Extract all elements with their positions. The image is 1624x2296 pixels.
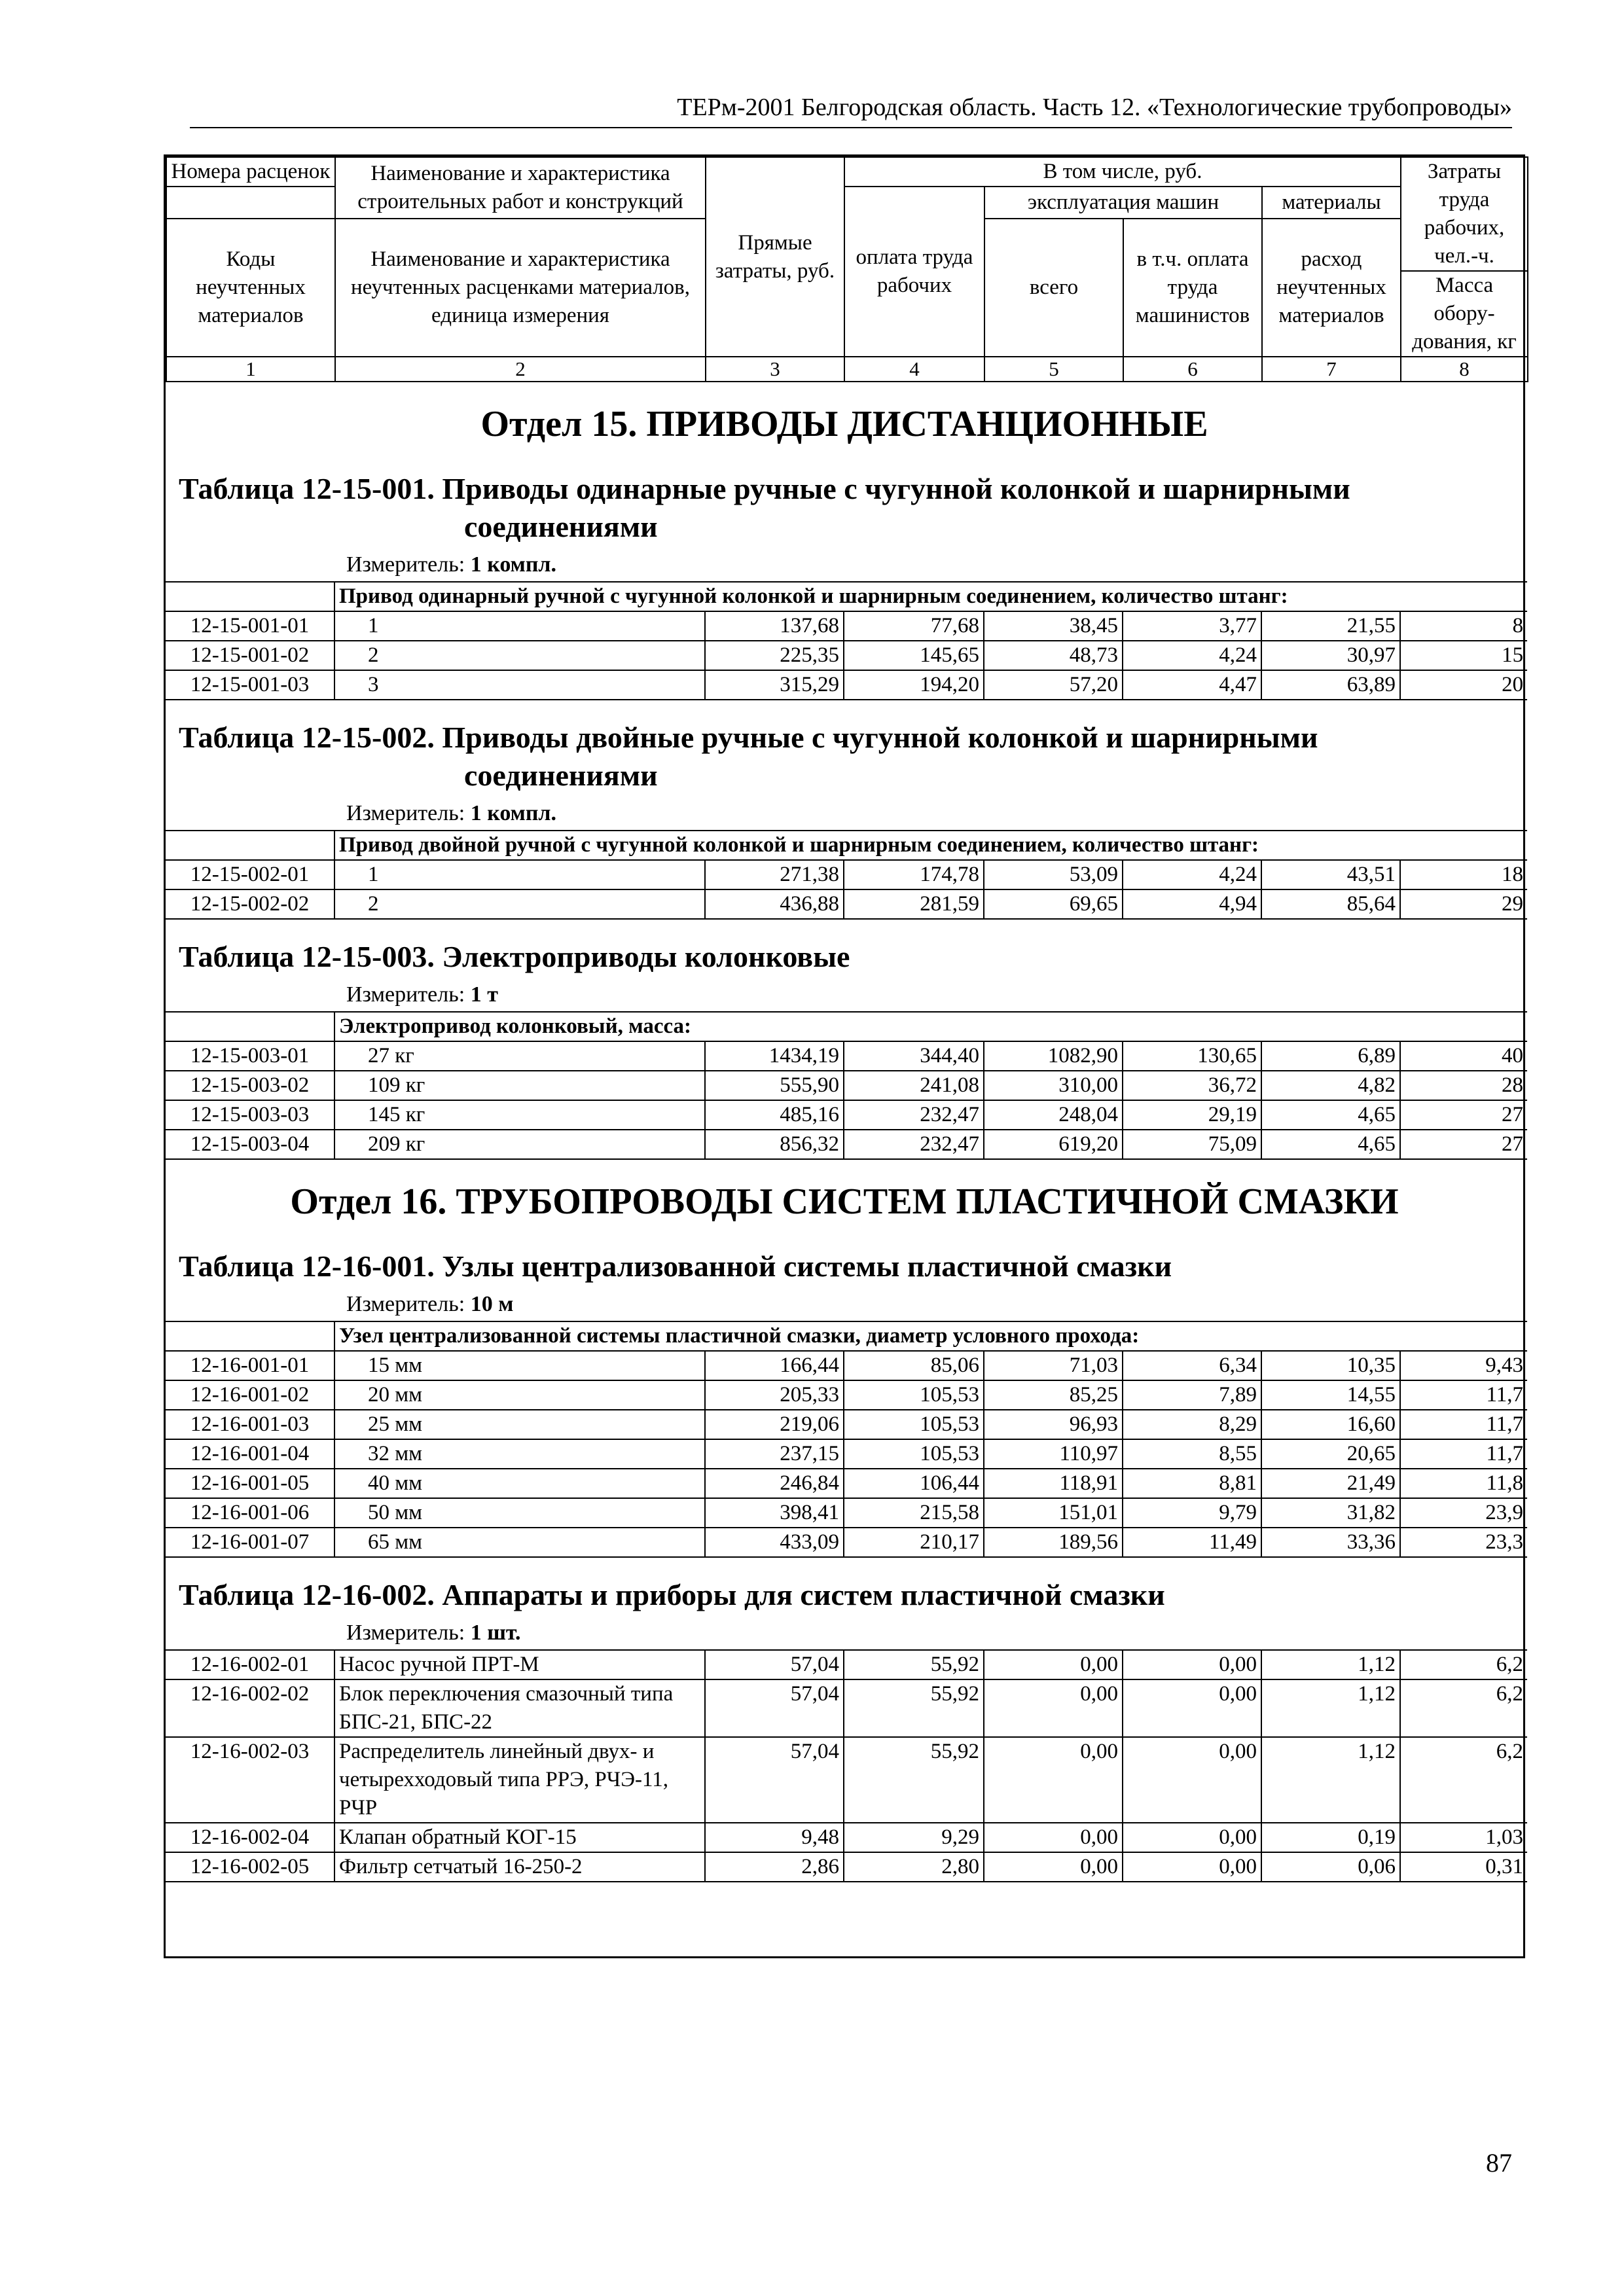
cost-value: 215,58 [844, 1498, 984, 1528]
subheading-row [166, 1012, 1527, 1041]
cost-value: 271,38 [705, 860, 844, 889]
table-row [166, 641, 1527, 670]
cost-value: 3,77 [1123, 611, 1261, 641]
work-name: 20 мм [334, 1380, 705, 1410]
cost-value: 71,03 [984, 1351, 1123, 1380]
rate-code: 12-15-003-01 [166, 1041, 334, 1071]
unit-value: 1 компл. [470, 801, 557, 825]
col2-top-header: Наименование и характеристика строительных работ и конструкций [335, 157, 706, 219]
table-title [166, 470, 1523, 546]
cost-value: 8,29 [1123, 1410, 1261, 1439]
section-title: Отдел 16. ТРУБОПРОВОДЫ СИСТЕМ ПЛАСТИЧНОЙ СМАЗКИ [290, 1181, 1399, 1222]
rate-code: 12-15-002-01 [166, 860, 334, 889]
rate-code: 12-15-003-04 [166, 1130, 334, 1159]
table-row [166, 1852, 1527, 1882]
cost-value: 75,09 [1123, 1130, 1261, 1159]
cost-value: 23,9 [1400, 1498, 1527, 1528]
cost-value: 219,06 [705, 1410, 844, 1439]
cost-value: 4,24 [1123, 860, 1261, 889]
cost-value: 53,09 [984, 860, 1123, 889]
cost-value: 0,00 [1123, 1650, 1261, 1679]
cost-value: 23,3 [1400, 1528, 1527, 1557]
cost-value: 0,00 [984, 1679, 1123, 1737]
work-name: 2 [334, 889, 705, 919]
cost-value: 38,45 [984, 611, 1123, 641]
col3-header: Прямые затраты, руб. [706, 157, 844, 357]
cost-value: 1,03 [1400, 1823, 1527, 1852]
cost-value: 8 [1400, 611, 1527, 641]
cost-value: 189,56 [984, 1528, 1123, 1557]
cost-value: 31,82 [1261, 1498, 1400, 1528]
machines-header: эксплуатация машин [984, 187, 1262, 219]
cost-value: 205,33 [705, 1380, 844, 1410]
work-name: 2 [334, 641, 705, 670]
cost-value: 232,47 [844, 1130, 984, 1159]
table-title-line: Таблица 12-16-002. Аппараты и приборы для систем пластичной смазки [179, 1578, 1165, 1611]
cost-value: 436,88 [705, 889, 844, 919]
cost-value: 0,00 [984, 1737, 1123, 1823]
table-title-line: Таблица 12-15-003. Электроприводы колонковые [179, 940, 850, 973]
table-row [166, 889, 1527, 919]
rate-code: 12-16-001-06 [166, 1498, 334, 1528]
cost-value: 1,12 [1261, 1737, 1400, 1823]
work-name: 15 мм [334, 1351, 705, 1380]
cost-value: 9,43 [1400, 1351, 1527, 1380]
cost-value: 6,89 [1261, 1041, 1400, 1071]
unit-label: Измеритель: [346, 982, 465, 1007]
cost-value: 85,25 [984, 1380, 1123, 1410]
rate-code: 12-15-003-03 [166, 1100, 334, 1130]
cost-value: 130,65 [1123, 1041, 1261, 1071]
column-number: 2 [335, 357, 706, 382]
cost-value: 248,04 [984, 1100, 1123, 1130]
cost-value: 105,53 [844, 1380, 984, 1410]
cost-value: 2,80 [844, 1852, 984, 1882]
rate-code: 12-15-003-02 [166, 1071, 334, 1100]
cost-value: 118,91 [984, 1469, 1123, 1498]
cost-value: 57,04 [705, 1650, 844, 1679]
cost-value: 137,68 [705, 611, 844, 641]
cost-value: 21,55 [1261, 611, 1400, 641]
rate-code: 12-15-001-02 [166, 641, 334, 670]
col7-header: расход неучтенных материалов [1262, 219, 1401, 357]
rates-table [166, 830, 1527, 920]
cost-value: 6,2 [1400, 1650, 1527, 1679]
cost-value: 0,00 [1123, 1852, 1261, 1882]
rate-code: 12-16-002-01 [166, 1650, 334, 1679]
subheading-spacer [166, 1012, 334, 1041]
subheading-text: Привод одинарный ручной с чугунной колонкой и шарнирным соединением, количество штанг: [334, 582, 1527, 611]
cost-value: 40 [1400, 1041, 1527, 1071]
cost-value: 1,12 [1261, 1679, 1400, 1737]
cost-value: 15 [1400, 641, 1527, 670]
work-name: 1 [334, 611, 705, 641]
cost-value: 0,06 [1261, 1852, 1400, 1882]
document-body [166, 402, 1523, 1882]
rate-code: 12-15-001-01 [166, 611, 334, 641]
cost-value: 0,00 [1123, 1823, 1261, 1852]
table-row [166, 1071, 1527, 1100]
table-title [166, 938, 1523, 976]
cost-value: 20,65 [1261, 1439, 1400, 1469]
cost-value: 485,16 [705, 1100, 844, 1130]
rate-code: 12-16-002-04 [166, 1823, 334, 1852]
rate-code: 12-16-002-05 [166, 1852, 334, 1882]
table-title [166, 719, 1523, 795]
rate-code: 12-16-001-07 [166, 1528, 334, 1557]
cost-value: 16,60 [1261, 1410, 1400, 1439]
cost-value: 11,7 [1400, 1410, 1527, 1439]
rate-code: 12-16-001-03 [166, 1410, 334, 1439]
rate-code: 12-16-001-02 [166, 1380, 334, 1410]
cost-value: 151,01 [984, 1498, 1123, 1528]
table-row [166, 1351, 1527, 1380]
table-row [166, 1469, 1527, 1498]
cost-value: 281,59 [844, 889, 984, 919]
cost-value: 6,2 [1400, 1679, 1527, 1737]
unit-value: 1 компл. [470, 552, 557, 577]
work-name: 109 кг [334, 1071, 705, 1100]
cost-value: 555,90 [705, 1071, 844, 1100]
cost-value: 310,00 [984, 1071, 1123, 1100]
unit-label: Измеритель: [346, 552, 465, 577]
cost-value: 57,04 [705, 1679, 844, 1737]
work-name: 40 мм [334, 1469, 705, 1498]
subheading-row [166, 831, 1527, 860]
rate-code: 12-16-001-01 [166, 1351, 334, 1380]
running-header: ТЕРм-2001 Белгородская область. Часть 12. «Технологические трубопроводы» [190, 92, 1512, 128]
cost-value: 0,00 [1123, 1679, 1261, 1737]
column-number: 4 [844, 357, 984, 382]
page-number: 87 [1486, 2148, 1512, 2178]
cost-value: 194,20 [844, 670, 984, 700]
cost-value: 77,68 [844, 611, 984, 641]
cost-value: 0,31 [1400, 1852, 1527, 1882]
cost-value: 398,41 [705, 1498, 844, 1528]
unit-of-measure [166, 550, 1523, 580]
cost-value: 11,7 [1400, 1439, 1527, 1469]
cost-value: 4,47 [1123, 670, 1261, 700]
cost-value: 85,06 [844, 1351, 984, 1380]
table-title-line: Таблица 12-16-001. Узлы централизованной системы пластичной смазки [179, 1249, 1172, 1283]
cost-value: 174,78 [844, 860, 984, 889]
cost-value: 57,04 [705, 1737, 844, 1823]
column-number: 3 [706, 357, 844, 382]
table-title-line: соединениями [464, 759, 658, 792]
unit-label: Измеритель: [346, 801, 465, 825]
unit-of-measure [166, 1618, 1523, 1648]
subheading-text: Привод двойной ручной с чугунной колонкой и шарнирным соединением, количество штанг: [334, 831, 1527, 860]
subheading-spacer [166, 831, 334, 860]
cost-value: 2,86 [705, 1852, 844, 1882]
column-number: 7 [1262, 357, 1401, 382]
table-row [166, 1498, 1527, 1528]
cost-value: 4,82 [1261, 1071, 1400, 1100]
rate-code: 12-16-001-04 [166, 1439, 334, 1469]
col1-bottom-header: Коды неучтенных материалов [166, 219, 335, 357]
cost-value: 6,2 [1400, 1737, 1527, 1823]
column-number: 6 [1123, 357, 1262, 382]
col2-bottom-header: Наименование и характеристика неучтенных расценками материалов, единица измерения [335, 219, 706, 357]
rate-code: 12-15-002-02 [166, 889, 334, 919]
unit-value: 10 м [470, 1292, 514, 1316]
work-name: 25 мм [334, 1410, 705, 1439]
cost-value: 344,40 [844, 1041, 984, 1071]
column-number-row [166, 357, 1528, 382]
cost-value: 8,55 [1123, 1439, 1261, 1469]
cost-value: 1434,19 [705, 1041, 844, 1071]
table-title-line: соединениями [464, 510, 658, 543]
cost-value: 225,35 [705, 641, 844, 670]
work-name: Фильтр сетчатый 16-250-2 [334, 1852, 705, 1882]
work-name: 3 [334, 670, 705, 700]
cost-value: 29 [1400, 889, 1527, 919]
column-number: 8 [1401, 357, 1528, 382]
table-row [166, 1041, 1527, 1071]
cost-value: 105,53 [844, 1410, 984, 1439]
cost-value: 55,92 [844, 1650, 984, 1679]
rates-table [166, 1321, 1527, 1558]
work-name: 1 [334, 860, 705, 889]
cost-value: 11,7 [1400, 1380, 1527, 1410]
unit-of-measure [166, 1289, 1523, 1319]
cost-value: 4,65 [1261, 1100, 1400, 1130]
cost-value: 96,93 [984, 1410, 1123, 1439]
cost-value: 85,64 [1261, 889, 1400, 919]
unit-value: 1 шт. [470, 1621, 521, 1645]
work-name: 50 мм [334, 1498, 705, 1528]
column-number: 5 [984, 357, 1123, 382]
section-title: Отдел 15. ПРИВОДЫ ДИСТАНЦИОННЫЕ [480, 404, 1208, 444]
cost-value: 28 [1400, 1071, 1527, 1100]
cost-value: 210,17 [844, 1528, 984, 1557]
materials-header: материалы [1262, 187, 1401, 219]
cost-value: 106,44 [844, 1469, 984, 1498]
table-row [166, 1380, 1527, 1410]
cost-value: 11,49 [1123, 1528, 1261, 1557]
work-name: 32 мм [334, 1439, 705, 1469]
cost-value: 30,97 [1261, 641, 1400, 670]
cost-value: 14,55 [1261, 1380, 1400, 1410]
cost-value: 0,00 [984, 1823, 1123, 1852]
column-header-table [166, 156, 1528, 382]
cost-value: 9,79 [1123, 1498, 1261, 1528]
cost-value: 4,24 [1123, 641, 1261, 670]
cost-value: 237,15 [705, 1439, 844, 1469]
work-name: 145 кг [334, 1100, 705, 1130]
cost-value: 63,89 [1261, 670, 1400, 700]
col6-header: в т.ч. оплата труда машинистов [1123, 219, 1262, 357]
unit-label: Измеритель: [346, 1621, 465, 1645]
rate-code: 12-16-002-02 [166, 1679, 334, 1737]
unit-value: 1 т [470, 982, 498, 1007]
work-name: Распределитель линейный двух- и четырехходовый типа РРЭ, РЧЭ-11, РЧР [334, 1737, 705, 1823]
work-name: 65 мм [334, 1528, 705, 1557]
table-row [166, 1100, 1527, 1130]
subheading-spacer [166, 1321, 334, 1351]
unit-label: Измеритель: [346, 1292, 465, 1316]
work-name: 27 кг [334, 1041, 705, 1071]
cost-value: 9,29 [844, 1823, 984, 1852]
rates-table [166, 1011, 1527, 1160]
subheading-spacer [166, 582, 334, 611]
table-title-line: Таблица 12-15-002. Приводы двойные ручные с чугунной колонкой и шарнирными [179, 721, 1318, 754]
rates-table [166, 581, 1527, 700]
rate-code: 12-15-001-03 [166, 670, 334, 700]
cost-value: 43,51 [1261, 860, 1400, 889]
rates-table [166, 1649, 1527, 1882]
col1-top-header: Номера расценок [166, 157, 335, 187]
unit-of-measure [166, 980, 1523, 1010]
cost-value: 619,20 [984, 1130, 1123, 1159]
table-row [166, 1410, 1527, 1439]
cost-value: 18 [1400, 860, 1527, 889]
cost-value: 55,92 [844, 1737, 984, 1823]
cost-value: 48,73 [984, 641, 1123, 670]
table-title [166, 1247, 1523, 1285]
cost-value: 69,65 [984, 889, 1123, 919]
table-row [166, 1679, 1527, 1737]
cost-value: 9,48 [705, 1823, 844, 1852]
col4-header: оплата труда рабочих [844, 187, 984, 357]
table-row [166, 860, 1527, 889]
work-name: Блок переключения смазочный типа БПС-21, БПС-22 [334, 1679, 705, 1737]
subheading-text: Электропривод колонковый, масса: [334, 1012, 1527, 1041]
cost-value: 7,89 [1123, 1380, 1261, 1410]
cost-value: 27 [1400, 1130, 1527, 1159]
cost-value: 27 [1400, 1100, 1527, 1130]
cost-value: 232,47 [844, 1100, 984, 1130]
cost-value: 433,09 [705, 1528, 844, 1557]
table-row [166, 1737, 1527, 1823]
col5-header: всего [984, 219, 1123, 357]
cost-value: 315,29 [705, 670, 844, 700]
table-row [166, 1650, 1527, 1679]
table-row [166, 1439, 1527, 1469]
rate-code: 12-16-002-03 [166, 1737, 334, 1823]
work-name: Насос ручной ПРТ-М [334, 1650, 705, 1679]
table-row [166, 1130, 1527, 1159]
cost-value: 145,65 [844, 641, 984, 670]
subheading-row [166, 582, 1527, 611]
cost-value: 29,19 [1123, 1100, 1261, 1130]
table-row [166, 670, 1527, 700]
table-row [166, 1823, 1527, 1852]
col8-top-header: Затраты труда рабочих, чел.-ч. [1401, 157, 1528, 271]
cost-value: 20 [1400, 670, 1527, 700]
work-name: 209 кг [334, 1130, 705, 1159]
cost-value: 33,36 [1261, 1528, 1400, 1557]
col1-top-header-cont [166, 187, 335, 219]
cost-value: 110,97 [984, 1439, 1123, 1469]
table-row [166, 611, 1527, 641]
cost-value: 246,84 [705, 1469, 844, 1498]
table-title-line: Таблица 12-15-001. Приводы одинарные ручные с чугунной колонкой и шарнирными [179, 472, 1350, 505]
cost-value: 241,08 [844, 1071, 984, 1100]
cost-value: 856,32 [705, 1130, 844, 1159]
cost-value: 0,00 [984, 1852, 1123, 1882]
cost-value: 8,81 [1123, 1469, 1261, 1498]
cost-value: 6,34 [1123, 1351, 1261, 1380]
cost-value: 4,94 [1123, 889, 1261, 919]
cost-value: 57,20 [984, 670, 1123, 700]
column-number: 1 [166, 357, 335, 382]
cost-value: 55,92 [844, 1679, 984, 1737]
cost-value: 21,49 [1261, 1469, 1400, 1498]
cost-value: 4,65 [1261, 1130, 1400, 1159]
cost-value: 36,72 [1123, 1071, 1261, 1100]
cost-value: 105,53 [844, 1439, 984, 1469]
col8-bottom-header: Масса обору-дования, кг [1401, 271, 1528, 357]
cost-value: 11,8 [1400, 1469, 1527, 1498]
including-header: В том числе, руб. [844, 157, 1401, 187]
work-name: Клапан обратный КОГ-15 [334, 1823, 705, 1852]
cost-value: 0,19 [1261, 1823, 1400, 1852]
cost-value: 166,44 [705, 1351, 844, 1380]
cost-value: 1082,90 [984, 1041, 1123, 1071]
cost-value: 1,12 [1261, 1650, 1400, 1679]
cost-value: 0,00 [984, 1650, 1123, 1679]
document-frame [164, 154, 1525, 1958]
subheading-text: Узел централизованной системы пластичной смазки, диаметр условного прохода: [334, 1321, 1527, 1351]
cost-value: 0,00 [1123, 1737, 1261, 1823]
table-row [166, 1528, 1527, 1557]
cost-value: 10,35 [1261, 1351, 1400, 1380]
subheading-row [166, 1321, 1527, 1351]
table-title [166, 1576, 1523, 1614]
rate-code: 12-16-001-05 [166, 1469, 334, 1498]
unit-of-measure [166, 798, 1523, 829]
